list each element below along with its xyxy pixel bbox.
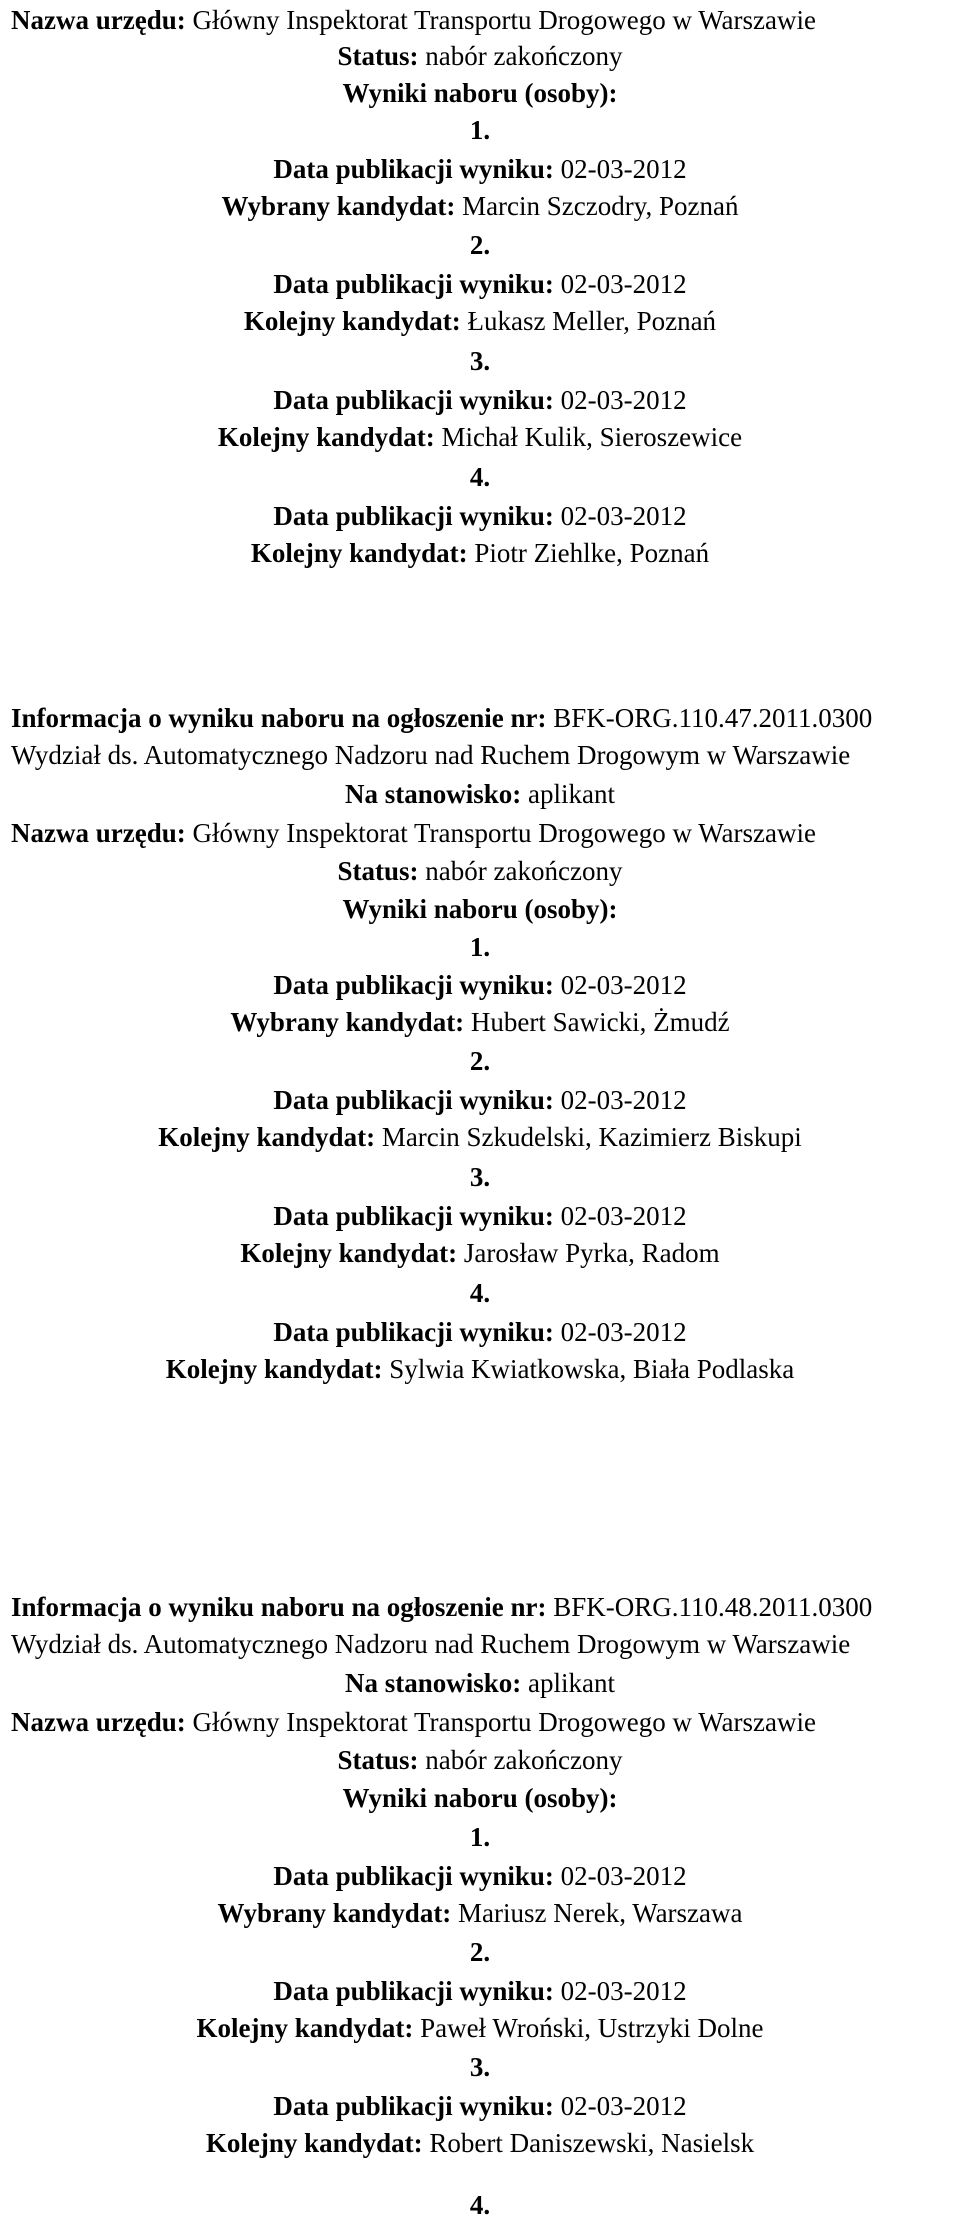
publication-date-line xyxy=(0,1080,960,1120)
candidate-line xyxy=(0,1233,960,1273)
candidate-line xyxy=(0,417,960,457)
candidate-line xyxy=(0,301,960,341)
position-line xyxy=(0,1663,960,1703)
candidate-number: 4. xyxy=(469,2190,491,2220)
position-label: Na stanowisko: xyxy=(344,779,522,809)
candidate-number: 2. xyxy=(469,1046,491,1076)
candidate-line xyxy=(0,2123,960,2163)
candidate-name: Robert Daniszewski, Nasielsk xyxy=(429,2128,755,2158)
candidate-name: Marcin Szczodry, Poznań xyxy=(462,191,739,221)
status-value: nabór zakończony xyxy=(425,856,623,886)
office-label: Nazwa urzędu: xyxy=(11,5,186,35)
publication-date-label: Data publikacji wyniku: xyxy=(273,501,554,531)
candidate-number: 2. xyxy=(469,230,491,260)
office-line xyxy=(0,813,960,853)
office-value: Główny Inspektorat Transportu Drogowego w Warszawie xyxy=(192,1707,816,1737)
results-heading: Wyniki naboru (osoby): xyxy=(342,1783,618,1813)
publication-date-label: Data publikacji wyniku: xyxy=(273,154,554,184)
publication-date-label: Data publikacji wyniku: xyxy=(273,1201,554,1231)
candidate-number: 1. xyxy=(469,1822,491,1852)
publication-date-value: 02-03-2012 xyxy=(560,1976,687,2006)
candidate-label: Kolejny kandydat: xyxy=(196,2013,414,2043)
candidate-number: 2. xyxy=(469,1937,491,1967)
candidate-label: Kolejny kandydat: xyxy=(205,2128,423,2158)
candidate-label: Kolejny kandydat: xyxy=(165,1354,383,1384)
candidate-line xyxy=(0,1117,960,1157)
candidate-line xyxy=(0,1002,960,1042)
publication-date-label: Data publikacji wyniku: xyxy=(273,970,554,1000)
office-label: Nazwa urzędu: xyxy=(11,1707,186,1737)
office-line xyxy=(0,0,960,40)
office-value: Główny Inspektorat Transportu Drogowego w Warszawie xyxy=(192,818,816,848)
publication-date-value: 02-03-2012 xyxy=(560,154,687,184)
candidate-number: 3. xyxy=(469,2052,491,2082)
status-value: nabór zakończony xyxy=(425,1745,623,1775)
publication-date-line xyxy=(0,264,960,304)
candidate-number: 1. xyxy=(469,115,491,145)
candidate-label: Kolejny kandydat: xyxy=(250,538,468,568)
status-label: Status: xyxy=(337,856,419,886)
publication-date-value: 02-03-2012 xyxy=(560,385,687,415)
department-line: Wydział ds. Automatycznego Nadzoru nad Ruchem Drogowym w Warszawie xyxy=(11,740,851,770)
publication-date-line xyxy=(0,1196,960,1236)
office-line xyxy=(0,1702,960,1742)
candidate-number: 1. xyxy=(469,932,491,962)
candidate-name: Mariusz Nerek, Warszawa xyxy=(458,1898,743,1928)
status-value: nabór zakończony xyxy=(425,41,623,71)
publication-date-value: 02-03-2012 xyxy=(560,1861,687,1891)
candidate-name: Jarosław Pyrka, Radom xyxy=(463,1238,720,1268)
candidate-line xyxy=(0,1349,960,1389)
publication-date-label: Data publikacji wyniku: xyxy=(273,385,554,415)
candidate-line xyxy=(0,2008,960,2048)
status-label: Status: xyxy=(337,1745,419,1775)
publication-date-value: 02-03-2012 xyxy=(560,970,687,1000)
publication-date-line xyxy=(0,496,960,536)
candidate-number: 4. xyxy=(469,462,491,492)
notice-line xyxy=(0,698,960,738)
publication-date-value: 02-03-2012 xyxy=(560,501,687,531)
candidate-line xyxy=(0,186,960,226)
publication-date-label: Data publikacji wyniku: xyxy=(273,1317,554,1347)
candidate-line xyxy=(0,1893,960,1933)
publication-date-line xyxy=(0,2086,960,2126)
publication-date-label: Data publikacji wyniku: xyxy=(273,2091,554,2121)
candidate-name: Hubert Sawicki, Żmudź xyxy=(470,1007,730,1037)
publication-date-line xyxy=(0,380,960,420)
candidate-name: Piotr Ziehlke, Poznań xyxy=(474,538,710,568)
position-line xyxy=(0,774,960,814)
candidate-number: 4. xyxy=(469,1278,491,1308)
position-value: aplikant xyxy=(528,1668,615,1698)
status-line xyxy=(0,36,960,76)
notice-label: Informacja o wyniku naboru na ogłoszenie nr: xyxy=(11,1592,547,1622)
publication-date-line xyxy=(0,1856,960,1896)
publication-date-line xyxy=(0,1971,960,2011)
notice-label: Informacja o wyniku naboru na ogłoszenie nr: xyxy=(11,703,547,733)
candidate-label: Kolejny kandydat: xyxy=(240,1238,458,1268)
candidate-line xyxy=(0,533,960,573)
candidate-label: Kolejny kandydat: xyxy=(217,422,435,452)
candidate-label: Kolejny kandydat: xyxy=(243,306,461,336)
status-label: Status: xyxy=(337,41,419,71)
status-line xyxy=(0,851,960,891)
candidate-number: 3. xyxy=(469,1162,491,1192)
position-value: aplikant xyxy=(528,779,615,809)
candidate-label: Wybrany kandydat: xyxy=(217,1898,452,1928)
notice-line xyxy=(0,1587,960,1627)
candidate-name: Paweł Wroński, Ustrzyki Dolne xyxy=(420,2013,764,2043)
candidate-name: Sylwia Kwiatkowska, Biała Podlaska xyxy=(389,1354,795,1384)
publication-date-value: 02-03-2012 xyxy=(560,2091,687,2121)
publication-date-value: 02-03-2012 xyxy=(560,1317,687,1347)
publication-date-value: 02-03-2012 xyxy=(560,1085,687,1115)
office-label: Nazwa urzędu: xyxy=(11,818,186,848)
notice-number: BFK-ORG.110.47.2011.0300 xyxy=(553,703,873,733)
publication-date-line xyxy=(0,1312,960,1352)
office-value: Główny Inspektorat Transportu Drogowego w Warszawie xyxy=(192,5,816,35)
position-label: Na stanowisko: xyxy=(344,1668,522,1698)
department-line: Wydział ds. Automatycznego Nadzoru nad Ruchem Drogowym w Warszawie xyxy=(11,1629,851,1659)
publication-date-label: Data publikacji wyniku: xyxy=(273,1085,554,1115)
publication-date-line xyxy=(0,965,960,1005)
publication-date-line xyxy=(0,149,960,189)
candidate-name: Michał Kulik, Sieroszewice xyxy=(441,422,743,452)
results-heading: Wyniki naboru (osoby): xyxy=(342,78,618,108)
candidate-label: Kolejny kandydat: xyxy=(158,1122,376,1152)
candidate-label: Wybrany kandydat: xyxy=(230,1007,465,1037)
candidate-number: 3. xyxy=(469,346,491,376)
status-line xyxy=(0,1740,960,1780)
publication-date-label: Data publikacji wyniku: xyxy=(273,1861,554,1891)
notice-number: BFK-ORG.110.48.2011.0300 xyxy=(553,1592,873,1622)
publication-date-label: Data publikacji wyniku: xyxy=(273,269,554,299)
results-heading: Wyniki naboru (osoby): xyxy=(342,894,618,924)
candidate-name: Łukasz Meller, Poznań xyxy=(467,306,717,336)
publication-date-value: 02-03-2012 xyxy=(560,269,687,299)
publication-date-label: Data publikacji wyniku: xyxy=(273,1976,554,2006)
publication-date-value: 02-03-2012 xyxy=(560,1201,687,1231)
candidate-label: Wybrany kandydat: xyxy=(221,191,456,221)
candidate-name: Marcin Szkudelski, Kazimierz Biskupi xyxy=(381,1122,802,1152)
